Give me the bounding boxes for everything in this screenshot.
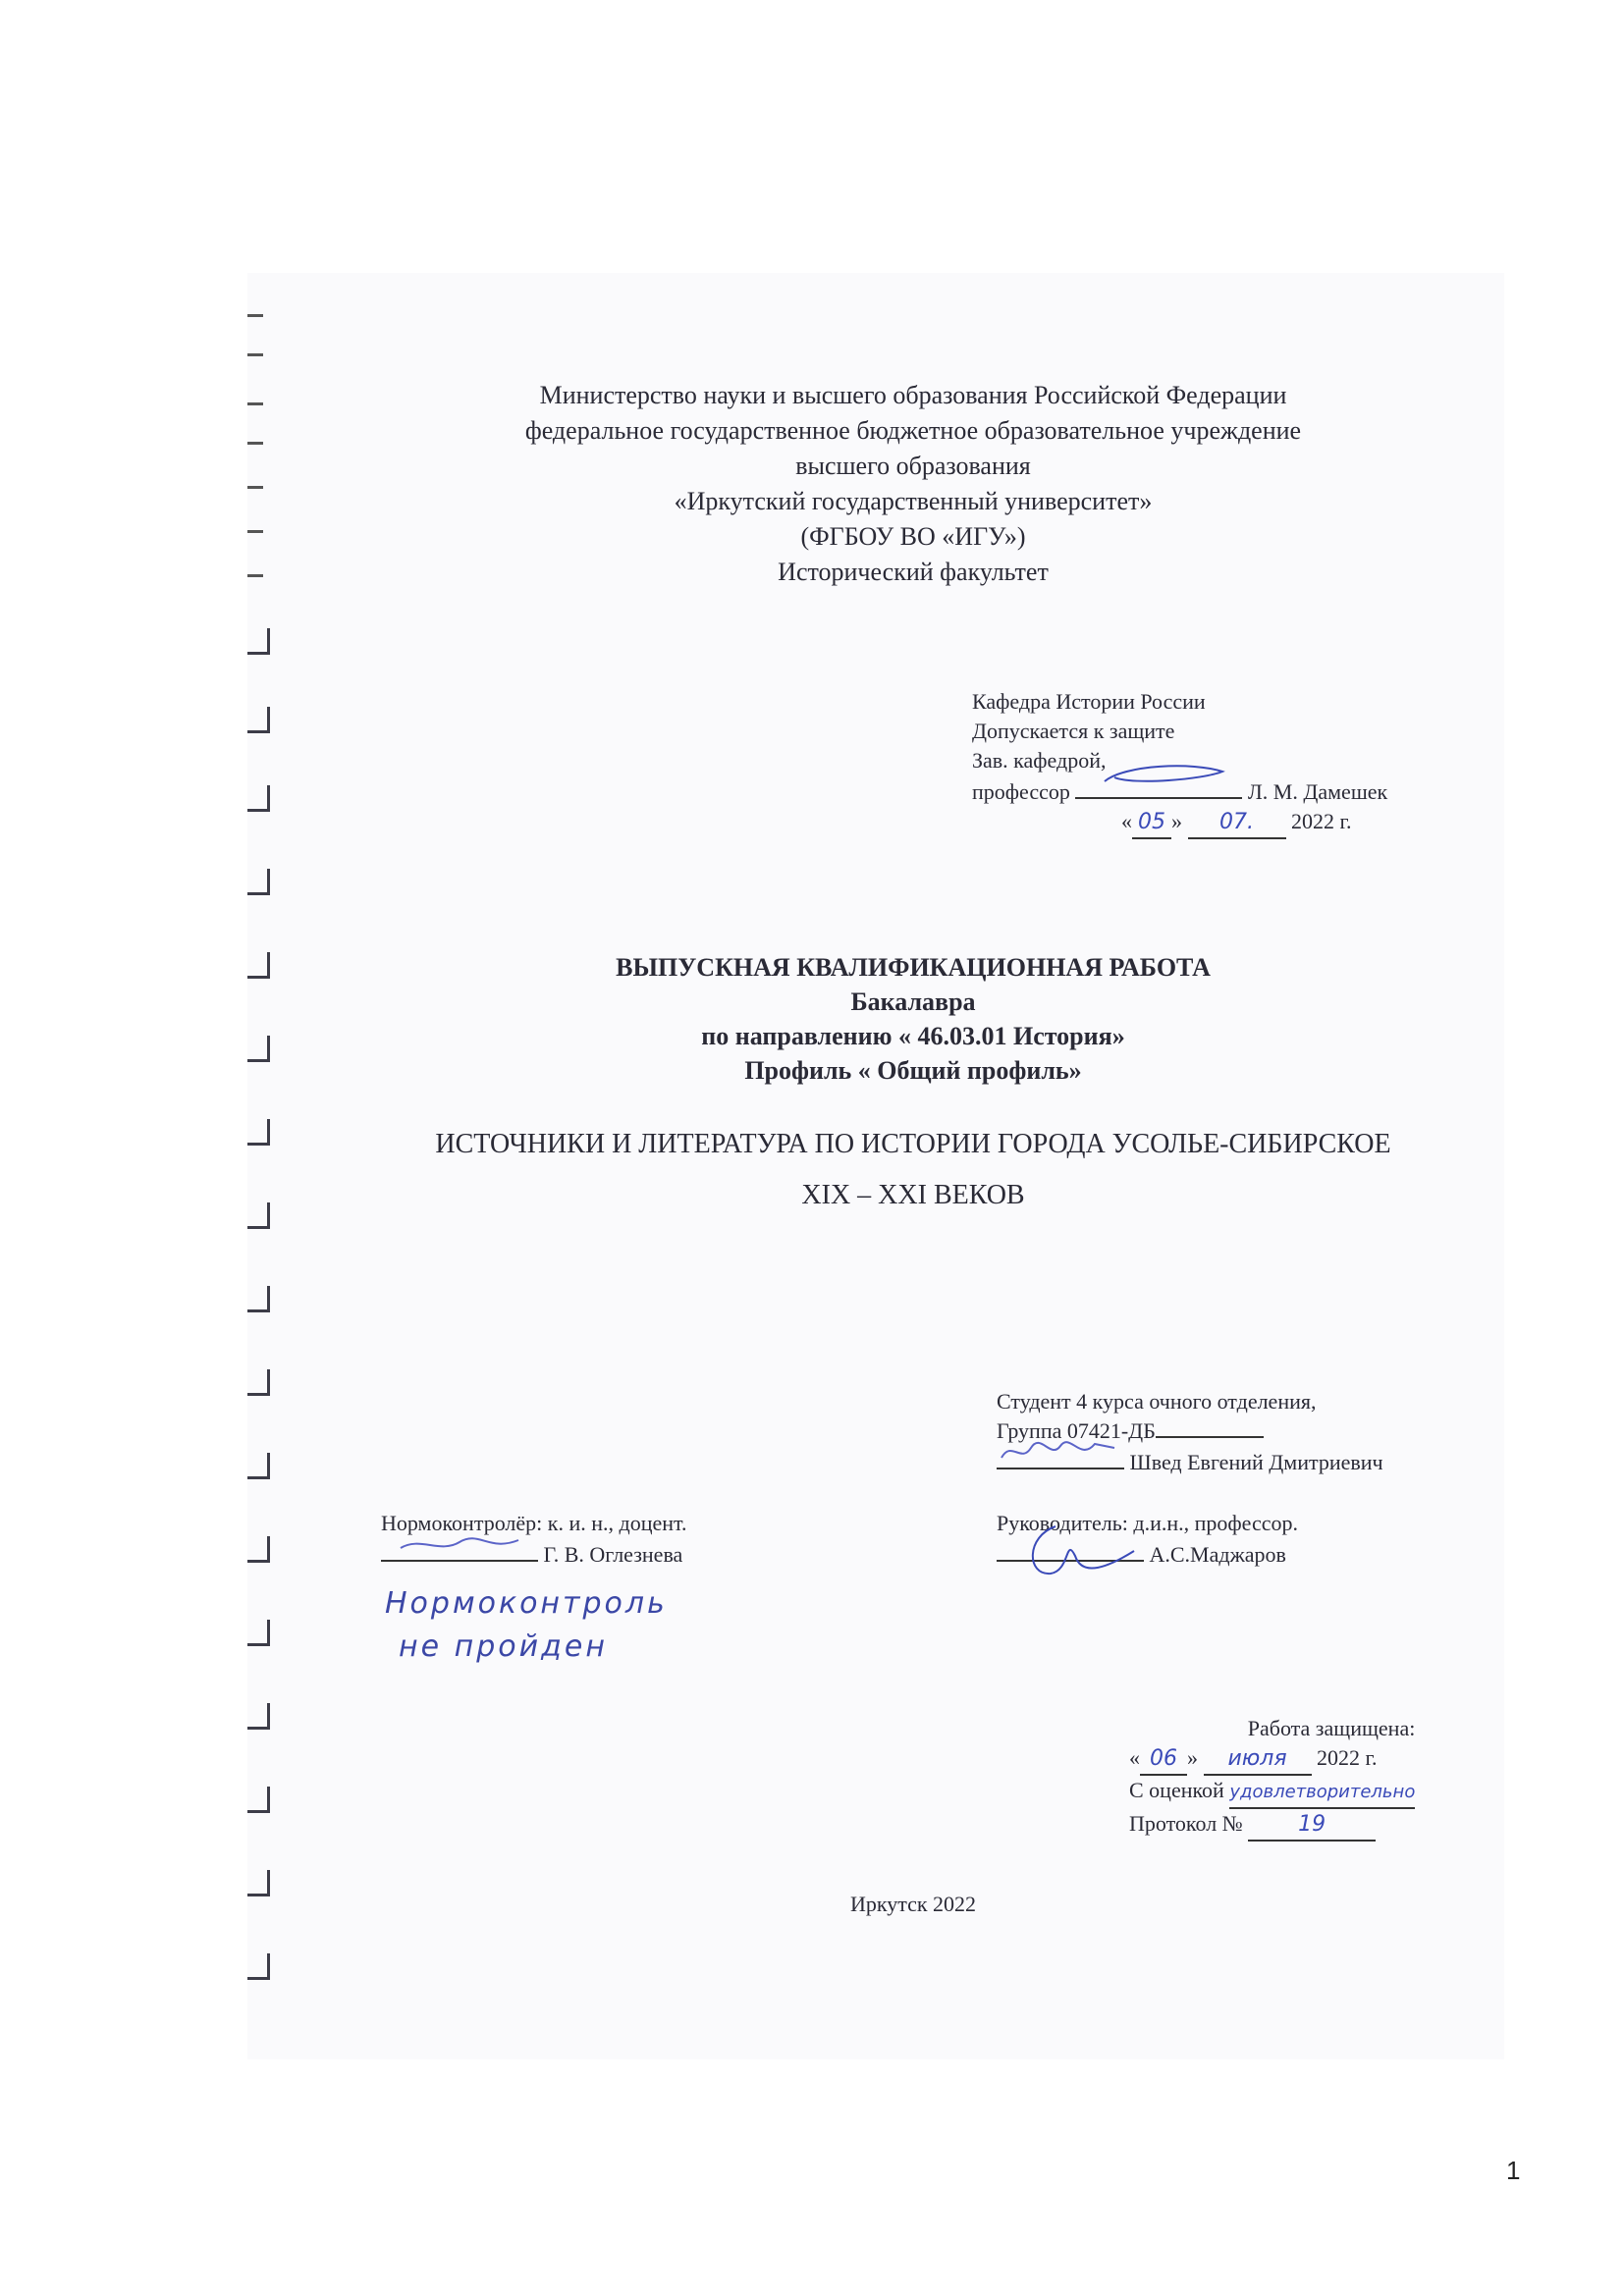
profile: Профиль « Общий профиль»	[744, 1056, 1082, 1085]
binding-mark	[247, 628, 270, 655]
binding-mark	[247, 1202, 270, 1229]
student-block	[997, 1387, 1383, 1477]
signature-scribble	[1075, 760, 1242, 793]
university-line: «Иркутский государственный университет»	[674, 487, 1153, 515]
student-name: Швед Евгений Дмитриевич	[1129, 1450, 1383, 1474]
norm-control-label: Нормоконтролёр: к. и. н., доцент.	[381, 1511, 687, 1535]
binding-mark	[247, 530, 263, 533]
binding-mark	[247, 1703, 270, 1730]
binding-mark	[247, 1036, 270, 1062]
spiral-binding	[247, 294, 287, 2022]
binding-mark	[247, 442, 263, 445]
head-signature-line	[972, 775, 1387, 807]
defense-title: Работа защищена:	[1247, 1716, 1416, 1740]
binding-mark	[247, 1620, 270, 1646]
signature-scribble	[997, 1517, 1144, 1585]
binding-mark	[247, 1787, 270, 1813]
head-label: Зав. кафедрой,	[972, 748, 1107, 773]
degree: Бакалавра	[850, 988, 976, 1016]
binding-mark	[247, 1953, 270, 1980]
defense-day: 06	[1140, 1744, 1187, 1776]
protocol-line	[1129, 1809, 1415, 1842]
approval-date	[972, 807, 1387, 839]
edu-level-line: высшего образования	[795, 452, 1031, 480]
supervisor-signature	[997, 1538, 1144, 1562]
date-year: 2022 г.	[1291, 809, 1352, 833]
grade-label: С оценкой	[1129, 1778, 1224, 1802]
topic-line-1: ИСТОЧНИКИ И ЛИТЕРАТУРА ПО ИСТОРИИ ГОРОДА УСОЛЬЕ-СИБИРСКОЕ	[435, 1129, 1391, 1159]
date-quote-open: «	[1121, 809, 1132, 833]
student-signature-line	[997, 1446, 1383, 1477]
binding-mark	[247, 785, 270, 812]
protocol-label: Протокол №	[1129, 1811, 1243, 1836]
department-approval	[972, 687, 1387, 839]
binding-mark	[247, 1536, 270, 1563]
work-type: ВЫПУСКНАЯ КВАЛИФИКАЦИОННАЯ РАБОТА	[616, 953, 1211, 982]
city-year: Иркутск 2022	[849, 1892, 977, 1916]
direction: по направлению « 46.03.01 История»	[701, 1022, 1125, 1050]
handwritten-note-line-2: не пройден	[399, 1629, 608, 1664]
admitted-label: Допускается к защите	[972, 719, 1175, 743]
supervisor-name: А.С.Маджаров	[1149, 1542, 1286, 1567]
date-quote-close: »	[1171, 809, 1182, 833]
binding-mark	[247, 486, 263, 489]
ministry-line: Министерство науки и высшего образования Российской Федерации	[539, 381, 1287, 409]
binding-mark	[247, 1453, 270, 1479]
topic-line-2: XIX – XXI ВЕКОВ	[801, 1180, 1025, 1210]
binding-mark	[247, 1369, 270, 1396]
defense-quote-open: «	[1129, 1745, 1140, 1770]
defense-date	[1129, 1743, 1415, 1776]
norm-control-block	[381, 1509, 686, 1570]
binding-mark	[247, 952, 270, 979]
norm-control-name: Г. В. Оглезнева	[543, 1542, 683, 1567]
university-abbr: (ФГБОУ ВО «ИГУ»)	[800, 522, 1026, 551]
signature-scribble	[997, 1438, 1124, 1468]
handwritten-note-line-1: Нормоконтроль	[385, 1586, 668, 1621]
group-underline	[1156, 1416, 1264, 1438]
handwritten-note	[385, 1582, 668, 1669]
binding-mark	[247, 707, 270, 733]
department-name: Кафедра Истории России	[972, 689, 1206, 714]
defense-month: июля	[1204, 1744, 1312, 1776]
supervisor-label: Руководитель: д.и.н., профессор.	[997, 1511, 1298, 1535]
head-signature	[1075, 775, 1242, 799]
binding-mark	[247, 314, 263, 317]
binding-mark	[247, 574, 263, 577]
signature-scribble	[381, 1530, 538, 1560]
student-course: Студент 4 курса очного отделения,	[997, 1389, 1317, 1414]
supervisor-block	[997, 1509, 1298, 1570]
defense-block	[1129, 1714, 1415, 1842]
org-type-line: федеральное государственное бюджетное образовательное учреждение	[524, 416, 1302, 445]
head-name: Л. М. Дамешек	[1247, 779, 1388, 804]
defense-year: 2022 г.	[1317, 1745, 1378, 1770]
binding-mark	[247, 353, 263, 356]
student-signature	[997, 1446, 1124, 1469]
binding-mark	[247, 1870, 270, 1896]
grade-value: удовлетворительно	[1229, 1778, 1415, 1809]
binding-mark	[247, 1119, 270, 1146]
grade-line	[1129, 1776, 1415, 1809]
norm-control-signature	[381, 1538, 538, 1562]
defense-quote-close: »	[1187, 1745, 1198, 1770]
binding-mark	[247, 1286, 270, 1312]
norm-control-signature-line	[381, 1538, 686, 1570]
date-month: 07.	[1188, 808, 1286, 839]
page-number: 1	[1506, 2156, 1521, 2185]
head-position: профессор	[972, 779, 1070, 804]
date-day: 05	[1132, 808, 1171, 839]
work-title-block	[324, 950, 1502, 1088]
institution-header	[324, 378, 1502, 590]
student-group: Группа 07421-ДБ	[997, 1418, 1156, 1443]
supervisor-signature-line	[997, 1538, 1298, 1570]
faculty-line: Исторический факультет	[778, 558, 1049, 586]
binding-mark	[247, 869, 270, 895]
protocol-number: 19	[1248, 1810, 1376, 1842]
topic-block	[324, 1119, 1502, 1221]
binding-mark	[247, 402, 263, 405]
